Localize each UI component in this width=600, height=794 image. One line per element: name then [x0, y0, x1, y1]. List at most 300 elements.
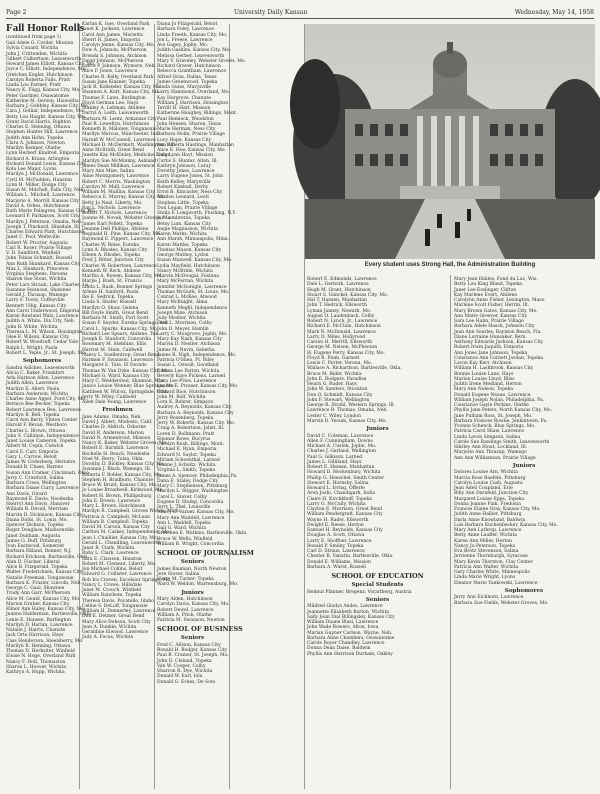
honor-entry: Carolyn Jenne, Kansas City, Mo.	[82, 43, 155, 48]
honor-entry: Edward Rice, Hutchinson	[157, 389, 216, 395]
honor-entry: Robert N. Lynch, Jr., Lawrence	[307, 319, 378, 324]
honor-entry: Larry Hammond, Overland, Mo.	[157, 90, 230, 96]
honor-entry: Shannon A. Kurt, Kansas City, Mo.	[82, 90, 161, 96]
honor-entry: Mary C. Stephenson, Pittsburg	[157, 484, 228, 489]
honor-entry: Robert M. Clement, Liberty, Mo.	[82, 561, 156, 567]
honor-entry: Diana Dicks, St. Louis, Mo.	[6, 517, 68, 523]
honor-entry: Donald G. Eckes, De Soto	[157, 679, 216, 685]
honor-entry: John S. Callahan, Independence	[6, 433, 79, 439]
honor-entry: Sylvia Conard, Wichita	[6, 46, 59, 52]
honor-entry: James L. Gilliland, Hays	[307, 459, 362, 465]
honor-entry: Judy A. Focus, Wichita	[82, 635, 134, 641]
honor-entry: Celine S. DeLoff, Tonganoxie	[82, 603, 148, 609]
honor-entry: Douglas A. Scott, Ottawa	[307, 533, 365, 539]
honor-entry: Jane Pulliam Ross, St. Joseph, Mo.	[454, 413, 533, 419]
honor-entry: Ruby L. Clark, Lawrence	[82, 551, 139, 557]
honor-entry: Jerry L. Thel, Louisville	[157, 505, 211, 510]
honor-entry: Cass Henderson, Steelsberry, Mo.	[6, 638, 84, 644]
honor-entry: Lavon Kay Kerr, Atchison	[454, 361, 512, 366]
honor-entry: Howard James Elliott, Kansas City, Mo.	[6, 62, 96, 67]
honor-entry: John J. Crittenden, Wichita	[6, 51, 67, 57]
honor-entry: Stanley A. Lehman, Abilene	[82, 106, 146, 111]
honor-entry: Linda Guise, Marysville	[157, 85, 211, 90]
honor-entry: Sherri R. James, Emporia	[82, 37, 141, 43]
honor-entry: Kathleen W. Wilcox, Springdale, Utah	[82, 389, 168, 395]
column-4	[307, 277, 448, 790]
honor-entry: Keith Kelley, Marysville	[157, 179, 211, 185]
honor-entry: William L. Mitchell, Lawrence	[6, 193, 75, 199]
honor-entry: Karen Rowland Walz, Lawrence	[6, 314, 79, 319]
honor-entry: Marcia Rose Baefeln, Pittsburg	[454, 475, 526, 481]
honor-entry: Gretchen Engler, Hutchinson	[6, 72, 73, 78]
honor-list	[157, 566, 239, 588]
honor-entry: Nancy K. Baker, Webster Groves, Mo.	[82, 441, 168, 446]
honor-entry: Jean A. Dunkin, Wichita	[82, 624, 137, 630]
honor-entry: Jean I. Chaillier, Kansas City, Mo.	[82, 535, 158, 541]
honor-entry: William J. Harrison, Hoisington	[157, 100, 229, 106]
honor-entry: Marlene Scott Fisher, Herrin, Ill.	[454, 303, 530, 309]
honor-entry: Donald R. Chase, Barnes	[6, 465, 63, 471]
honor-entry: Gerald J. Thrasap, Wamego	[6, 293, 69, 298]
honor-entry: Joseph T. Pinckard, Hinsdale, Ill.	[6, 224, 81, 230]
honor-entry: Paul G. Gilkison, Larned	[307, 454, 363, 460]
honor-entry: Robert E. Heinen, Manhattan	[307, 465, 375, 470]
honor-entry: Linda Freeth, Kansas City, Mo.	[157, 32, 228, 38]
honor-entry: William Pendergraft, Kansas City	[307, 512, 383, 518]
honor-entry: Barbara Anderson, Wichita	[6, 391, 68, 397]
honor-entry: Jeanne Halderman, Bartlesville, Okla.	[6, 612, 93, 618]
honor-entry: Jerry W. Roberts, Kansas City, Mo.	[157, 421, 236, 426]
honor-entry: Alice M. Gould, Kansas City, Mo.	[6, 596, 81, 602]
honor-entry: James G. Duff, Pittsburg	[6, 538, 62, 544]
honor-entry: Gretchen E. Watkins, Bartlesville, Okla.	[157, 531, 248, 537]
honor-entry: Charles Anne Appel, Ford City, Mo.	[6, 397, 87, 402]
page-header	[6, 8, 594, 19]
honor-entry: Ralph L. Wright, Paola	[6, 345, 58, 351]
honor-entry: Gary Charles White, Minneapolis	[454, 570, 530, 575]
honor-entry: Larry E. Shoffner, Lawrence	[307, 538, 372, 544]
honor-entry: Roberta F. Bohler, Kansas City, Mo.	[82, 472, 163, 478]
honor-entry: James Earl Pellett, Topeka	[82, 221, 142, 227]
column-rule	[79, 24, 80, 789]
honor-entry: Albert M. Cepin, Colwich	[6, 444, 64, 450]
honor-entry: Sandra Adickes, Leavenworth	[6, 365, 75, 371]
honor-entry: Marvin D. Nestler, Atchison	[157, 342, 221, 348]
honor-entry: Sara Lee Hahn, Prairie Village	[454, 319, 524, 324]
honor-entry: H. Eugene Perry, Kansas City, Mo.	[307, 350, 385, 356]
honor-entry: Floyd R. Plum, Garnett	[307, 355, 360, 361]
honor-entry: Theresa Davis, Pocatello, Idaho	[82, 598, 154, 604]
honor-entry: Ann Marie Greever, Kansas City	[454, 313, 528, 319]
honor-entry: Carole Sue Rawlings Smith, Leavenworth	[454, 439, 550, 445]
honor-entry: Hearn G. Ruder, Hays	[307, 382, 357, 387]
honor-entry: Jo Louise Broadwell, Kirkwood, Mo.	[82, 488, 164, 494]
honor-entry: Richard E. McClain, Hutchinson	[307, 324, 381, 330]
honor-entry: Susan F. Snyder, Eureka Springs, Ark.	[82, 321, 170, 327]
honor-list	[82, 22, 177, 405]
honor-entry: Allen F. Cunningham, Downs	[307, 438, 373, 444]
honor-entry: Errol B. Kincaster, Ness City	[157, 190, 223, 195]
honor-entry: David C. Coleman, Lawrence	[307, 433, 374, 439]
honor-entry: Paul Hemlock, Woodston	[157, 116, 214, 122]
honor-entry: Gary L. Carrow, Beloit	[6, 454, 57, 460]
honor-entry: John Hensen, Sharon, Texas	[157, 121, 222, 127]
honor-entry: Kenneth W. Rock, Abilene	[82, 268, 141, 274]
honor-entry: Betty Jo Neal, Liberty, Mo.	[82, 200, 143, 206]
honor-entry: Mary Jean Ekkles, Fond du Lac, Wis.	[454, 277, 538, 282]
honor-entry: Carolynn Anne Fisher, Lexington, Mass.	[454, 298, 546, 303]
honor-entry: Noel M. Berry, Tulsa, Okla.	[82, 456, 144, 462]
honor-entry: Max L. Slankard, Princeton	[6, 266, 69, 272]
honor-entry: Dorothy Jones, Lawrence	[157, 169, 215, 174]
honor-entry: Marion Louise Lloyd, Bliss	[454, 376, 515, 382]
honor-entry: Carlton M. Caskey, Independence, Mo.	[82, 530, 171, 536]
honor-entry: Gilbert Culbertson, Leavenworth	[6, 56, 82, 62]
honor-entry: Karen Marks, Wichita	[157, 232, 207, 237]
honor-entry: Ann Ruth Skankard, Kansas City	[6, 261, 81, 267]
honor-entry: Mary McFerran, Wichita	[157, 279, 214, 285]
honor-entry: Carolyn Louise Cash, Augusta	[454, 480, 523, 486]
class-heading: Special Students	[351, 582, 404, 588]
honor-entry: Mary Ann Waddell, Lawrence	[157, 515, 225, 521]
honor-entry: Alice E. Hoe, Kansas City, Mo.	[157, 148, 226, 153]
honor-entry: Judith Allen, Lawrence	[6, 381, 59, 387]
honor-entry: George C. Gaal, Shawnee	[6, 586, 65, 591]
honor-entry: Janet K. Jackson, Lawrence	[82, 27, 145, 33]
honor-entry: Lois Barbara Kuchenbecker, Kansas City, Mo.	[454, 522, 558, 528]
honor-entry: Marilyn L. Stigger, Washington	[157, 489, 229, 495]
honor-entry: Janet C. Pool, Wellsville	[6, 235, 60, 241]
honor-entry: Joseph Mize, Atchison	[157, 310, 208, 316]
honor-entry: William Duane Blasi, Lawrence	[307, 620, 379, 625]
honor-entry: Howard L. Irving, Offerle	[307, 486, 365, 491]
honor-entry: Janet Louise Cameron, Topeka	[6, 439, 76, 444]
honor-entry: Cara J. Golliar, Independence, Mo.	[6, 109, 85, 115]
honor-entry: William H. Lashbrook, Kansas City	[454, 366, 534, 372]
honor-entry: Charles D. Aldrich, Osborne	[82, 425, 147, 431]
honor-entry: Kenneth R. Maloney, Tonganoxie	[82, 127, 157, 132]
honor-entry: Ann Davis, Girard	[6, 491, 47, 497]
honor-entry: Charles W. Robertson, Lawrence	[82, 263, 157, 269]
honor-entry: Terrill H. Hart, Mission	[157, 106, 211, 111]
honor-entry: Barbara Adele Haack, Johnson City	[454, 324, 535, 330]
honor-entry: Stella F. Longworth, Flushing, N.Y.	[157, 211, 237, 216]
honor-entry: Charles Edward Platt, Hutchinson	[6, 230, 85, 235]
honor-entry: William Joseph Nolan, Philadelphia, Pa.	[454, 397, 545, 403]
honor-entry: Mark N. McDonald, Lawrence	[307, 329, 376, 335]
honor-entry: Carol Ann Berry, Vinton Center	[6, 418, 78, 423]
section-title: Fall Honor Rolls	[6, 22, 85, 34]
honor-entry: Nancy K. Fligg, Kansas City, Mo.	[6, 88, 81, 94]
honor-entry: Nancy L. Crowe, Hillsdale	[82, 582, 142, 588]
honor-entry: Karen Ann Miller, Herton	[454, 538, 512, 544]
honor-entry: Nancy McBride, Wichita	[157, 268, 213, 274]
honor-entry: Bernice Bee Becker, Topeka	[6, 402, 70, 408]
honor-entry: Thomas Mason, Kansas City	[157, 247, 222, 253]
honor-entry: Barbara A. Wurst, Russell	[307, 564, 366, 570]
honor-entry: Lenore E. Prosser, Kansas City, Mo.	[157, 384, 239, 390]
honor-entry: Clara A. Johnson, Newton	[6, 140, 65, 146]
honor-entry: Lora K. Rohrer, Simpson	[157, 400, 214, 405]
honor-entry: Grant David Harris, Dighton	[6, 119, 71, 125]
honor-entry: Reginald H. Pine, Kansas City, Mo.	[82, 232, 162, 237]
honor-entry: Donna Dean Daise, Baldwin	[307, 646, 371, 652]
honor-entry: David J. Albert, Modesto, Calif.	[82, 420, 153, 425]
honor-entry: Jerry Rosenberg, Topeka	[157, 415, 214, 421]
honor-entry: Lynn Herbert Kindred, Emporia	[6, 151, 79, 157]
honor-entry: Marjorie A. Morrill, Kansas City	[6, 198, 80, 204]
honor-entry: Raymond E. Pippert, Lawrence	[82, 237, 154, 243]
honor-entry: Mildred Gladys Andes, Lawrence	[307, 604, 383, 610]
honor-entry: Allen Dale Young, Lawrence	[82, 400, 147, 405]
honor-entry: Sherryl Ann Davis, Hanover	[6, 502, 70, 507]
honor-entry: David M. Carson, Kansas City	[82, 525, 151, 530]
honor-entry: Richard A. Kraus, Arlington	[6, 156, 70, 162]
honor-entry: James A. Spencer, Philadelphia, Pa.	[157, 473, 238, 479]
honor-entry: Lynn H. Miller, Dodge City	[6, 182, 67, 188]
honor-entry: Rochelle H. Beach, Neodesha	[82, 451, 150, 457]
honor-entry: Darryl A. Leith, Leavenworth	[82, 111, 149, 117]
honor-entry: Barbara K. Frazier, Lincoln, Neb.	[6, 580, 82, 586]
honor-entry: Susan Maxwell, Kansas City, Mo.	[157, 258, 233, 264]
photo-caption: Every student uses Strong Hall, the Administration Building	[364, 262, 536, 268]
honor-entry: Harold W. McConnell, Lawrence	[82, 137, 156, 143]
strong-hall-photo	[305, 24, 595, 259]
honor-entry: Marilyn E. Allert, Paola	[6, 386, 60, 392]
honor-entry: Barbara Ekland, Bonner, N.J.	[6, 549, 72, 555]
honor-list	[307, 604, 448, 657]
honor-entry: Thomas D. Herbsiter, Winfield	[6, 649, 75, 654]
class-heading: Seniors	[180, 559, 205, 565]
honor-entry: Bruce M. Rider, Wichita	[307, 371, 362, 377]
honor-entry: John R. White, Wichita	[6, 324, 58, 330]
honor-entry: Patricia M. Swanson, Newton	[157, 618, 225, 623]
honor-entry: Ward W. Weldon, Warrensburg, Mo.	[157, 582, 239, 588]
honor-entry: Thomas F. Laws, Burlington	[82, 95, 146, 101]
honor-entry: Robert H. Brown, Phillipsburg	[82, 493, 152, 499]
honor-entry: George M. Nelson, McPherson	[307, 345, 378, 351]
honor-entry: Kenneth Meghl, Independence	[157, 305, 228, 311]
honor-entry: John W. Sanders, Stockton	[307, 387, 368, 393]
honor-entry: Dana E. Staley, Dodge City	[157, 478, 219, 484]
honor-entry: Michael D. McDermott, Washington, D.C.	[82, 142, 177, 148]
column-rule	[450, 275, 451, 789]
honor-entry: Marvin D. Yeoum, Kansas City, Mo.	[307, 418, 387, 424]
honor-entry: Mary Brown Gates, Kansas City, Mo.	[454, 308, 538, 314]
honor-entry: Trudy Ann Garr, McPherson	[6, 591, 71, 597]
honor-entry: Kathryn Johnson, Luray	[157, 163, 212, 169]
honor-entry: Hugh M. Grant, Hutchinson	[307, 287, 371, 293]
honor-entry: Deanne Dell Phillips, Abilene	[82, 226, 149, 232]
honor-entry: Mary Ann Mize, Salina	[82, 169, 135, 174]
honor-entry: Lewis C. Porter, Verona, Mo.	[307, 361, 372, 366]
honor-entry: Charles R. Kelly, Overland Park	[82, 74, 154, 80]
honor-entry: Larry F. Tovey, Coffeyville	[6, 298, 65, 304]
honor-entry: Alice P. Jones, Lawrence	[82, 69, 138, 75]
honor-entry: Joanne J. Schultz, Wichita	[157, 463, 216, 468]
honor-entry: Janette Kay McKinley, Medicine Lodge	[82, 153, 171, 159]
class-heading: Juniors	[366, 426, 389, 432]
honor-entry: Elinor Ann Haley, Kansas City, Mo.	[6, 607, 86, 612]
honor-entry: Eleanor Rowe, Bucyrus	[157, 436, 211, 442]
honor-entry: Lydia Mayfield, Hutchinson	[157, 263, 220, 269]
honor-entry: Ava Gagey, Joplin, Mo.	[157, 43, 209, 48]
honor-entry: Marilyn B. Bell, Topeka	[6, 412, 60, 418]
honor-entry: Paul R. Lewellyn, Hutchinson	[82, 121, 150, 127]
honor-entry: Don Logan, Prairie Village	[157, 205, 218, 211]
paper-name: University Daily Kansan	[234, 9, 308, 16]
honor-entry: Peter Gardner, Osawatomie	[6, 93, 70, 99]
honor-entry: Constance Ann Cornett Jordan, Topeka	[454, 355, 544, 361]
honor-entry: Brenda S. Johnson, Atchison	[82, 53, 147, 59]
honor-entry: Robert L. Yeple, Jr., St. Joseph, Mo.	[6, 350, 87, 356]
honor-entry: Judith Gaskins, Kansas City, Mo.	[157, 48, 231, 54]
honor-entry: Jean Ann Searles, Baynton Beach, Fla.	[454, 329, 542, 335]
honor-entry: William Danchem, Topeka	[82, 593, 142, 599]
honor-entry: Yvonne Schenck, Blue Springs, Mo.	[454, 424, 536, 429]
page-number: Page 2	[6, 9, 27, 16]
honor-entry: Nancy E. Varner, Kansas City, Mo.	[157, 510, 235, 516]
class-heading: Seniors	[365, 596, 390, 603]
honor-entry: Jack Orte Harrison, Hays	[6, 633, 64, 639]
honor-entry: Phillip G. Hoeschel, Smith Center	[307, 475, 384, 481]
honor-entry: Glee E. Wilson, Kansas City	[6, 335, 70, 340]
honor-entry: Nancy F. Holt, Thomaston	[6, 659, 66, 665]
honor-entry: Van W. Cooper, Colby	[157, 663, 206, 669]
honor-entry: Stephen H. Bradburn, Chanute	[82, 477, 154, 483]
honor-entry: Marvin D. Dickinson, Kansas City	[6, 512, 83, 518]
honor-entry: Jeannette Elizabeth Barton, Wichita	[307, 609, 389, 615]
honor-entry: Martha A. Rowen, Kansas City, Mo.	[82, 274, 163, 279]
honor-list	[454, 277, 594, 461]
honor-entry: Bruce W. Brunt, Kansas City, Mo.	[82, 483, 158, 488]
honor-entry: Diane Lorraine Hunsaker, Bern	[454, 334, 526, 340]
honor-entry: Don E. Detmer, Great Bend	[82, 614, 145, 620]
honor-entry: Cyril M. McFadden, Hanston	[6, 177, 72, 183]
honor-entry: Jon L. Freese, Lawrence	[157, 37, 213, 43]
honor-entry: James R. Nigh, Independence, Mo.	[157, 352, 237, 358]
honor-entry: Claire H. Kirchkhoff, Topeka	[307, 496, 372, 502]
honor-entry: Dale Lynn Hoyt, Mission	[157, 153, 214, 159]
honor-entry: David Johnson, McPherson	[82, 58, 144, 64]
honor-entry: John D. Meyer, Hamlin	[157, 326, 209, 332]
honor-entry: Robert W. Woodruff, Cedar Vale	[6, 340, 79, 346]
honor-entry: Eloise N. Hoge, Overland Park	[6, 654, 76, 660]
honor-entry: Judith Anne Hallier, Pittsburg	[454, 512, 522, 518]
honor-entry: William A. Prick, Olathe	[157, 612, 212, 618]
honor-entry: Kay Marlene Evert, Abilene	[454, 292, 518, 298]
honor-entry: John F. Stewart, Wellington	[307, 397, 370, 403]
honor-entry: Barbara Sue Fields, Webster Groves, Mo.	[454, 600, 549, 606]
honor-entry: Fred L. Morrison, Colby	[157, 321, 212, 327]
school-heading: SCHOOL OF BUSINESS	[157, 625, 243, 634]
honor-entry: Marilyn R. Henning, Ottawa	[6, 643, 71, 649]
honor-entry: George R. Strahl, Western Springs, Ill.	[307, 403, 396, 408]
honor-entry: Gail Adele G. Corder, Mission	[6, 41, 74, 46]
honor-entry: Don O. Schmidt, Kansas City	[307, 392, 373, 398]
honor-entry: Harold F. Bevan, Westboro	[6, 423, 67, 429]
honor-entry: Wallace A. Richardson, Bartlesville, Okla.	[307, 366, 402, 372]
honor-entry: Linda L. Rush, Bonner Springs	[82, 284, 153, 290]
honor-entry: Janet R. Clark, Wichita	[82, 546, 135, 551]
honor-entry: Robert Dewel, Lawrence	[157, 607, 214, 613]
honor-entry: Anthony Edwards Jackson, Kansas City	[454, 340, 544, 345]
honor-entry: Alan D. Fischer, Liberal	[6, 559, 60, 565]
honor-entry: Phyllis Jane Peters, North Kansas City, Mo.	[454, 408, 553, 414]
honor-entry: Arlene H. Sanford, Paola	[82, 289, 139, 295]
class-heading: Freshmen	[102, 407, 133, 414]
honor-entry: Charles E. Henning, Ottawa	[6, 125, 71, 130]
honor-entry: Sharon L. Hoover, Wichita	[6, 664, 67, 670]
honor-entry: Ike E. Sedrick, Topeka	[82, 295, 134, 300]
honor-entry: Roger Douglass, Madisonville	[6, 528, 74, 534]
honor-entry: Marion Gruber, Kansas City	[6, 601, 70, 607]
honor-entry: Charles J. Garland, Wellington	[307, 449, 376, 455]
honor-list	[157, 22, 248, 547]
honor-entry: Kathryn A. Hupp, Wichita	[6, 670, 65, 675]
honor-entry: Ruth Marie Palmgren, Kansas City, Mo.	[6, 209, 96, 214]
honor-entry: Miriam Schoenthal, Larned	[157, 457, 220, 463]
honor-entry: Betty Lou King Bland, Topeka	[454, 282, 522, 288]
honor-entry: Linda Lavon Simpson, Salina	[454, 434, 521, 440]
honor-entry: Natalie J. Harris, Chanute	[6, 628, 66, 633]
honor-entry: Carolyn M. Mull, Lawrence	[82, 184, 145, 190]
honor-entry: Lance P. Johnson, Wymore, Neb.	[82, 64, 156, 69]
column-1	[6, 22, 96, 790]
honor-entry: Susanna J. Black, Wamego, Ill.	[82, 467, 152, 473]
honor-entry: Janice Louise Wenner, Blue Springs, Mo.	[82, 384, 175, 390]
honor-entry: Lester C. Wiley, Lyndon	[307, 413, 361, 419]
honor-entry: Lucy Hope, Kansas City	[157, 137, 212, 143]
honor-entry: James W. Cederberg, Herndon	[6, 460, 76, 465]
honor-entry: Billy Ann Darafeld, Junction City	[454, 491, 529, 497]
honor-entry: Fred J. Ritter, Junction City	[82, 258, 144, 264]
honor-entry: Ann Ann Williamson, Prairie Village	[454, 455, 536, 461]
honor-entry: Robert E. Barnhill, Lawrence	[82, 446, 149, 452]
honor-entry: Jean Adell Coupland, Erie	[454, 486, 513, 491]
honor-entry: Darla Anne Knowland, Baldwin	[454, 517, 526, 523]
honor-entry: William M. Mullins, Kansas City	[82, 190, 155, 195]
honor-entry: Robert C. Morris, Washington	[82, 179, 151, 185]
honor-entry: David A. Orbes, Hutchinson	[6, 203, 70, 209]
honor-entry: Ronald P. Smiley, Topeka	[307, 543, 364, 549]
honor-entry: Mary Alden, Hutchinson	[157, 597, 213, 602]
honor-list	[307, 434, 448, 571]
honor-entry: Lynn A. Rhodes, Kansas City	[82, 247, 148, 253]
honor-entry: Karlan K. Isse, Overland Park	[82, 22, 150, 27]
honor-entry: Barbara Cross, Wellington	[6, 481, 67, 486]
honor-entry: Patricia Ann Walter, Wichita	[454, 564, 519, 570]
column-3	[157, 22, 254, 790]
honor-entry: August O. Laudenback, Colby	[307, 313, 375, 319]
honor-entry: Kay Hargrove, Chanute	[157, 95, 211, 101]
honor-entry: Mary McKnight, Alma	[157, 300, 208, 306]
honor-entry: Rosemary M. Stebbins, Ellis	[82, 342, 147, 348]
honor-entry: Kola Lee Major, Lyons	[6, 167, 57, 172]
honor-entry: William B. Devall, Merriam	[6, 507, 69, 513]
honor-entry: Bonnie Louise Lane, Hays	[454, 371, 514, 377]
honor-entry: Eugene D. Stump, Concordia	[157, 499, 224, 505]
honor-entry: Robert Irwin Jaquith, Emporia	[454, 345, 524, 351]
honor-entry: John Tobias Schmidt, Russell	[6, 256, 73, 262]
honor-entry: Carol L. Sparks, Kansas City, Mo.	[82, 326, 159, 332]
honor-entry: Carl D. Straus, Lawrence	[307, 549, 365, 554]
honor-entry: Marjie J. Rush, St. Francis	[82, 279, 142, 285]
honor-entry: Barbara Holm, Prairie Village	[157, 132, 225, 138]
honor-entry: Arun Joshi, Chandigarh, India	[307, 491, 376, 497]
issue-date: Wednesday, May 14, 1958	[514, 9, 594, 16]
honor-entry: Marilyn O. Shaw, Galena	[82, 305, 139, 311]
